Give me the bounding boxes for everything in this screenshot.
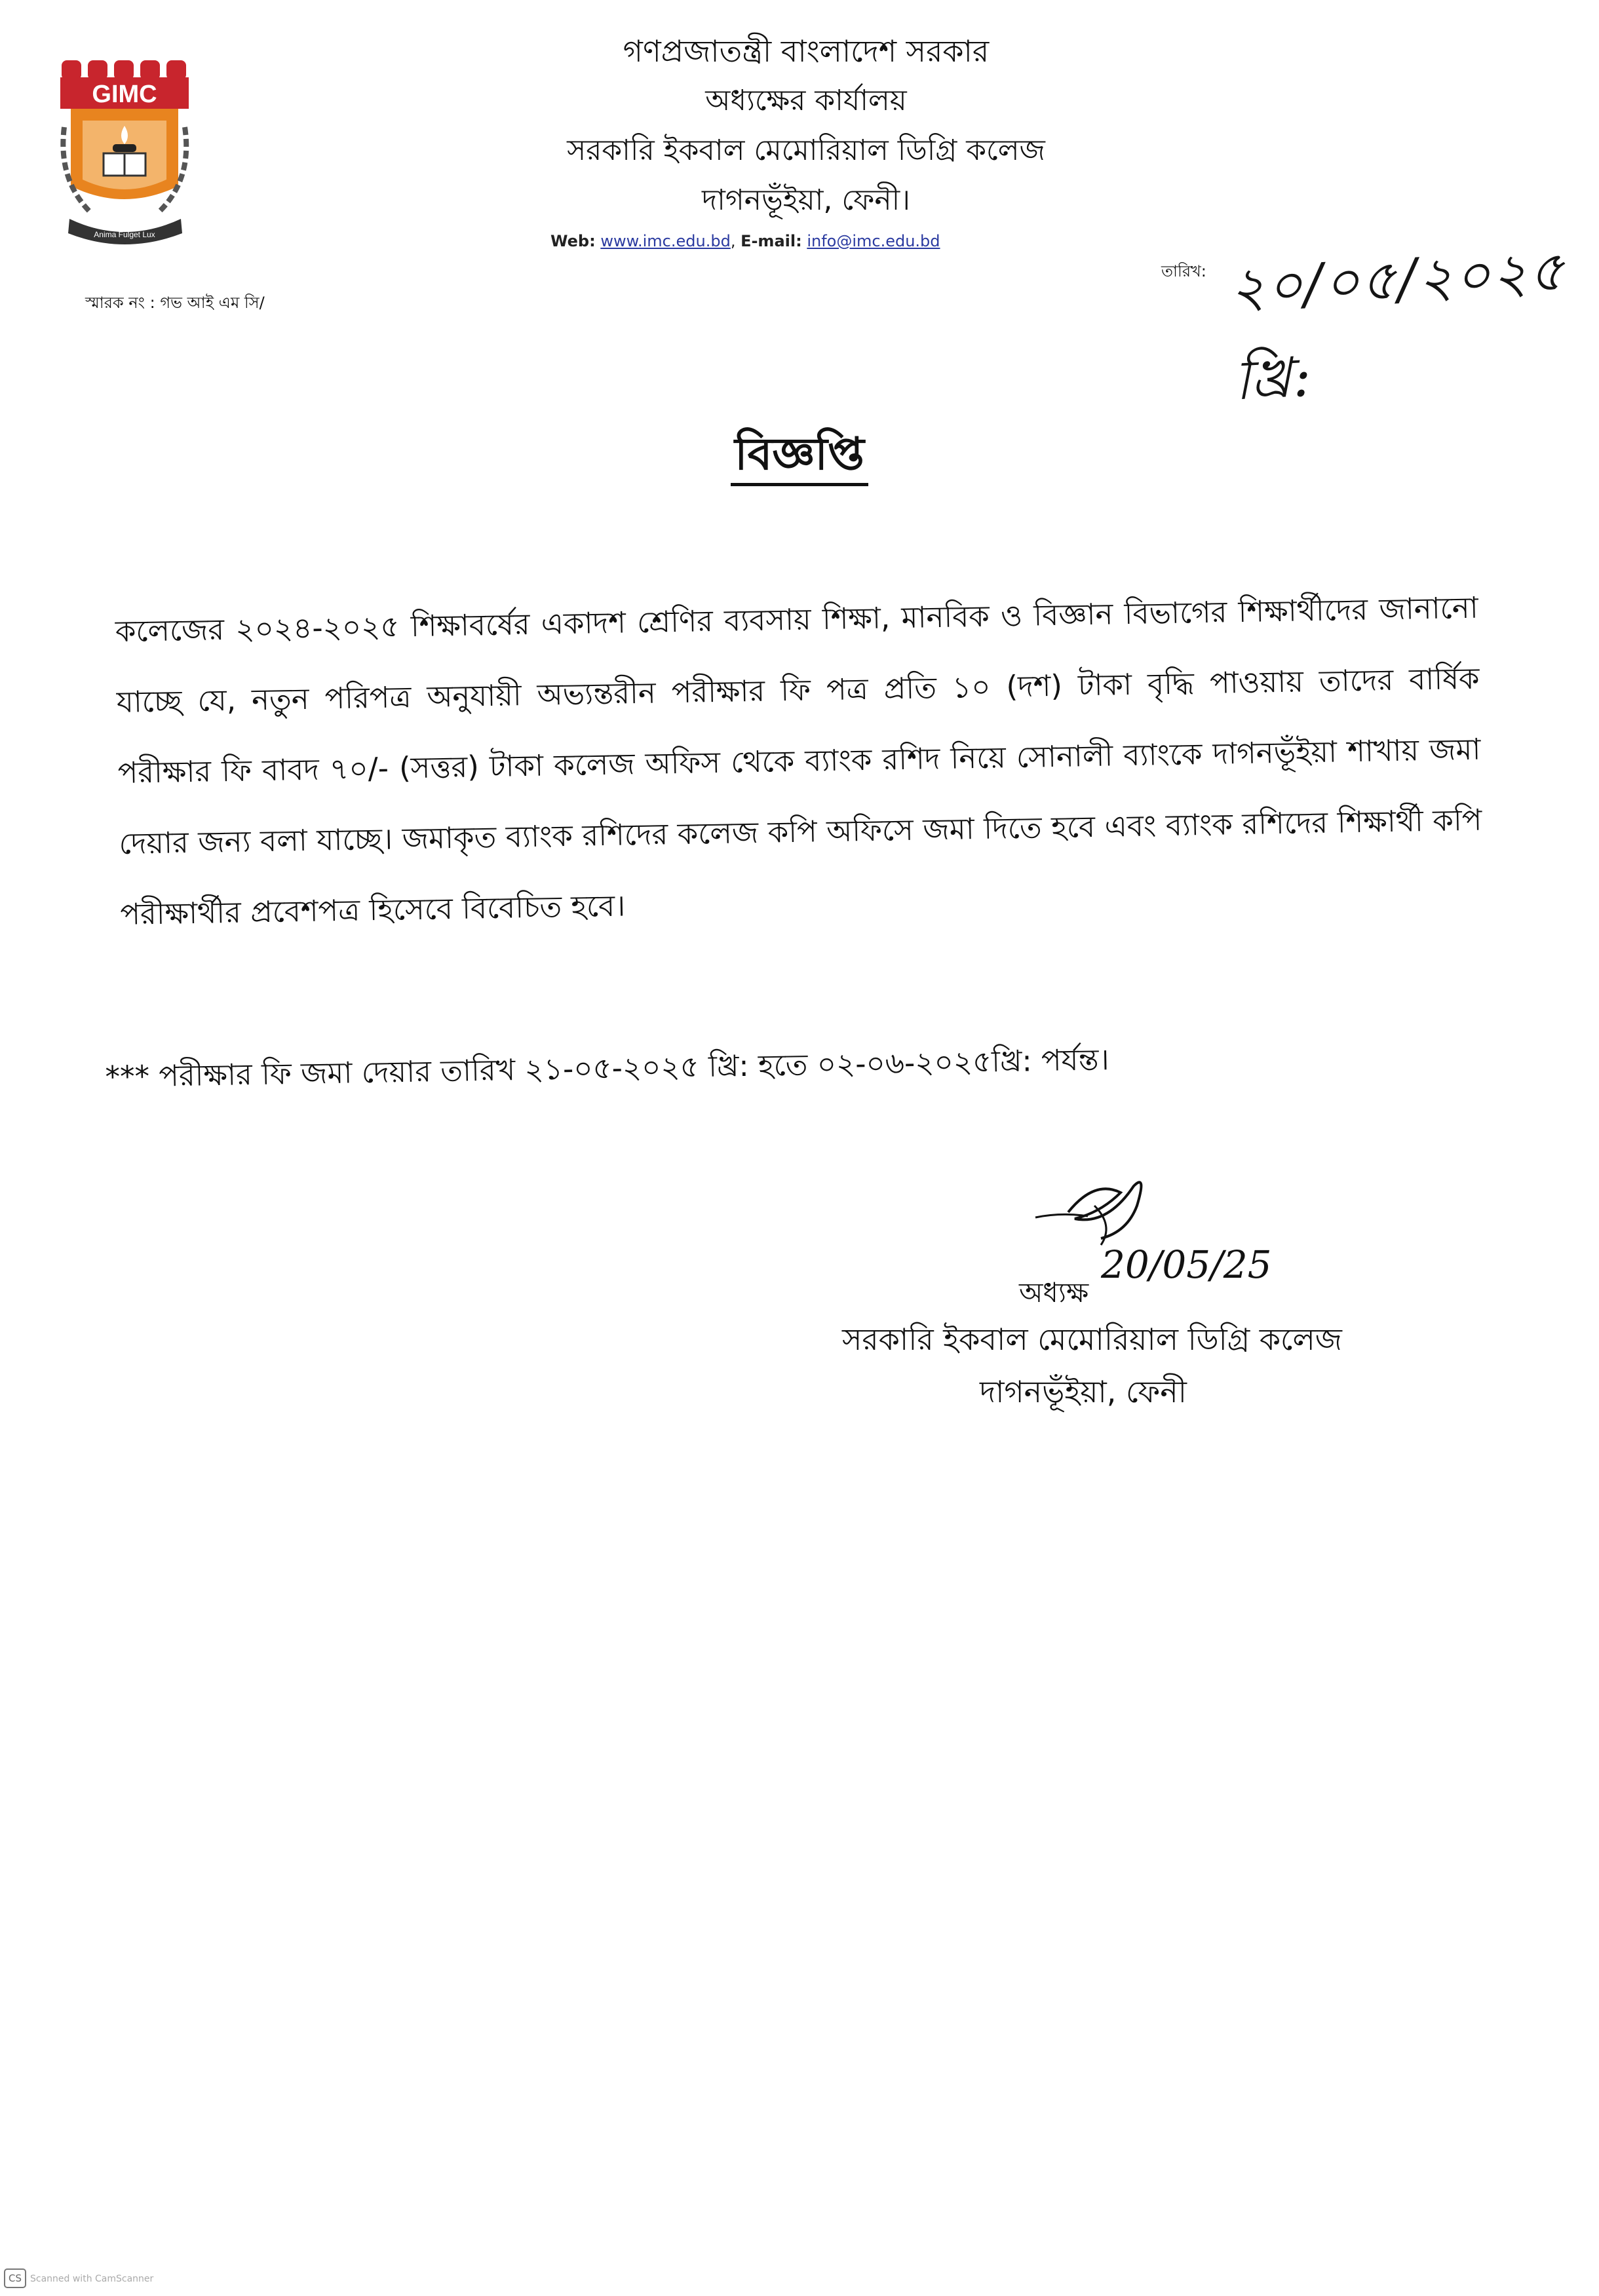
logo-motto: Anima Fulget Lux bbox=[94, 230, 155, 239]
office-line: অধ্যক্ষের কার্যালয় bbox=[705, 84, 907, 117]
signature-college: সরকারি ইকবাল মেমোরিয়াল ডিগ্রি কলেজ bbox=[842, 1322, 1342, 1357]
college-name: সরকারি ইকবাল মেমোরিয়াল ডিগ্রি কলেজ bbox=[567, 134, 1045, 167]
govt-line: গণপ্রজাতন্ত্রী বাংলাদেশ সরকার bbox=[623, 33, 990, 69]
website-link[interactable]: www.imc.edu.bd bbox=[600, 232, 731, 250]
contact-line: Web: www.imc.edu.bd, E-mail: info@imc.edu.bd bbox=[550, 232, 940, 250]
camscanner-icon: CS bbox=[4, 2268, 26, 2288]
college-location: দাগনভূঁইয়া, ফেনী। bbox=[702, 183, 910, 217]
fee-deadline: *** পরীক্ষার ফি জমা দেয়ার তারিখ ২১-০৫-২০২৫ খ্রি: হতে ০২-০৬-২০২৫খ্রি: পর্যন্ত। bbox=[105, 1042, 1109, 1094]
notice-title-wrap bbox=[0, 419, 1599, 494]
principal-title: অধ্যক্ষ bbox=[1019, 1276, 1089, 1309]
logo-text: GIMC bbox=[92, 81, 157, 108]
notice-title: বিজ্ঞপ্তি bbox=[731, 429, 868, 486]
notice-body: কলেজের ২০২৪-২০২৫ শিক্ষাবর্ষের একাদশ শ্রেণির ব্যবসায় শিক্ষা, মানবিক ও বিজ্ঞান বিভাগের শিক্ষার্থীদের জানানো যাচ্ছে যে, নতুন পরিপত্র অনুযায়ী অভ্যন্তরীন পরীক্ষার ফি পত্র প্রতি ১০ (দশ) টাকা বৃদ্ধি পাওয়ায় তাদের বার্ষিক পরীক্ষার ফি বাবদ ৭০/- (সত্তর) টাকা কলেজ অফিস থেকে ব্যাংক রশিদ নিয়ে সোনালী ব্যাংকে দাগনভূঁইয়া শাখায় জমা দেয়ার জন্য বলা যাচ্ছে। জমাকৃত ব্যাংক রশিদের কলেজ কপি অফিসে জমা দিতে হবে এবং ব্যাংক রশিদের শিক্ষার্থী কপি পরীক্ষার্থীর প্রবেশপত্র হিসেবে বিবেচিত হবে। bbox=[115, 590, 1482, 932]
signature-place: দাগনভূঁইয়া, ফেনী bbox=[980, 1374, 1187, 1409]
college-logo bbox=[58, 55, 195, 258]
handwritten-date: ২০/০৫/২০২৫ খ্রি: bbox=[1227, 238, 1568, 413]
email-label: E-mail: bbox=[741, 232, 802, 250]
logo-battlements bbox=[62, 60, 186, 80]
letterhead bbox=[511, 26, 1101, 225]
signature-date: 20/05/25 bbox=[1101, 1242, 1271, 1287]
memo-number: স্মারক নং : গভ আই এম সি/ bbox=[85, 294, 265, 312]
email-link[interactable]: info@imc.edu.bd bbox=[807, 232, 940, 250]
web-label: Web: bbox=[550, 232, 596, 250]
camscanner-text: Scanned with CamScanner bbox=[30, 2274, 154, 2284]
date-label: তারিখ: bbox=[1161, 262, 1206, 280]
